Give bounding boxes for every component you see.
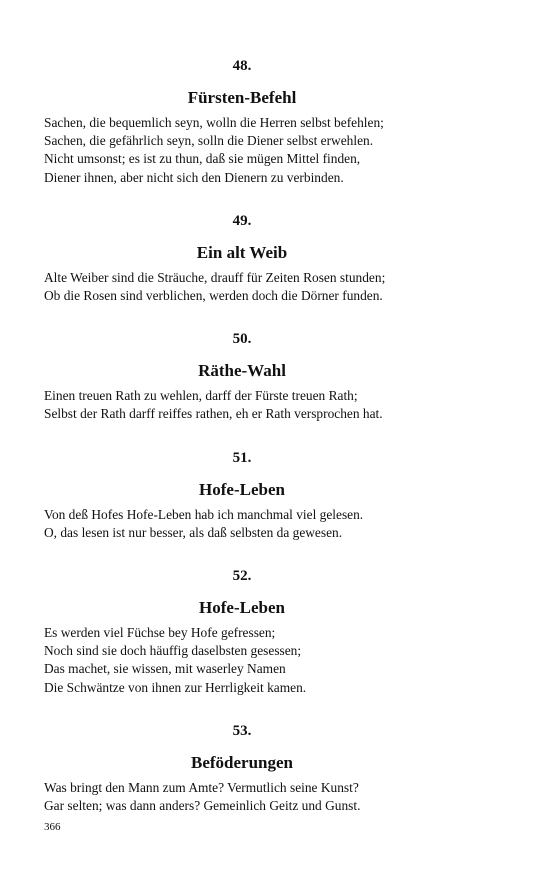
page-body — [44, 56, 440, 815]
spacer — [44, 542, 440, 566]
poem-title: Hofe-Leben — [199, 479, 285, 499]
spacer — [44, 697, 440, 721]
poem-line: Sachen, die gefährlich seyn, solln die Diener selbst erwehlen. — [44, 133, 374, 149]
poem-title: Räthe-Wahl — [198, 361, 286, 381]
poem-line: Gar selten; was dann anders? Gemeinlich Geitz und Gunst. — [44, 798, 361, 814]
poem-line: Sachen, die bequemlich seyn, wolln die Herren selbst befehlen; — [44, 115, 384, 130]
poem-line: Noch sind sie doch häuffig daselbsten gesessen; — [44, 643, 302, 659]
poem-line: Alte Weiber sind die Sträuche, drauff für Zeiten Rosen stunden; — [44, 269, 386, 285]
poem-line: Ob die Rosen sind verblichen, werden doch die Dörner funden. — [44, 288, 383, 304]
poem-line: Von deß Hofes Hofe-Leben hab ich manchmal viel gelesen. — [44, 506, 364, 522]
spacer — [44, 187, 440, 211]
poem-title: Fürsten-Befehl — [187, 88, 297, 107]
poem-number: 49. — [232, 212, 252, 229]
poem-line: Das machet, sie wissen, mit waserley Namen — [44, 661, 286, 677]
poem-lines — [44, 506, 440, 542]
poem-lines — [44, 624, 440, 697]
poem-line: Diener ihnen, aber nicht sich den Dienern zu verbinden. — [44, 169, 344, 185]
poem-50 — [44, 329, 440, 423]
poem-52 — [44, 566, 440, 697]
poem-line: Selbst der Rath darff reiffes rathen, eh er Rath versprochen hat. — [44, 406, 383, 422]
poem-line: O, das lesen ist nur besser, als daß selbsten da gewesen. — [44, 524, 343, 540]
poem-title: Hofe-Leben — [199, 598, 285, 618]
poem-lines — [44, 269, 440, 305]
poem-line: Die Schwäntze von ihnen zur Herrligkeit kamen. — [44, 679, 307, 695]
poem-48 — [44, 56, 440, 187]
spacer — [44, 305, 440, 329]
page-number: 366 — [44, 821, 61, 833]
poem-lines — [44, 387, 440, 423]
poem-lines — [44, 114, 440, 187]
poem-line: Einen treuen Rath zu wehlen, darff der Fürste treuen Rath; — [44, 388, 358, 404]
poem-number: 50. — [232, 331, 252, 348]
poem-number: 48. — [232, 58, 252, 74]
poem-line: Was bringt den Mann zum Amte? Vermutlich seine Kunst? — [44, 779, 359, 795]
poem-53 — [44, 721, 440, 815]
poem-line: Nicht umsonst; es ist zu thun, daß sie mügen Mittel finden, — [44, 151, 361, 167]
poem-number: 53. — [232, 722, 252, 739]
poem-line: Es werden viel Füchse bey Hofe gefressen; — [44, 625, 276, 641]
poem-number: 52. — [232, 568, 252, 585]
poem-lines — [44, 779, 440, 815]
poem-49 — [44, 211, 440, 305]
poem-title: Ein alt Weib — [196, 242, 288, 262]
poem-51 — [44, 448, 440, 542]
spacer — [44, 424, 440, 448]
poem-number: 51. — [232, 449, 252, 466]
poem-title: Beföderungen — [191, 752, 293, 772]
